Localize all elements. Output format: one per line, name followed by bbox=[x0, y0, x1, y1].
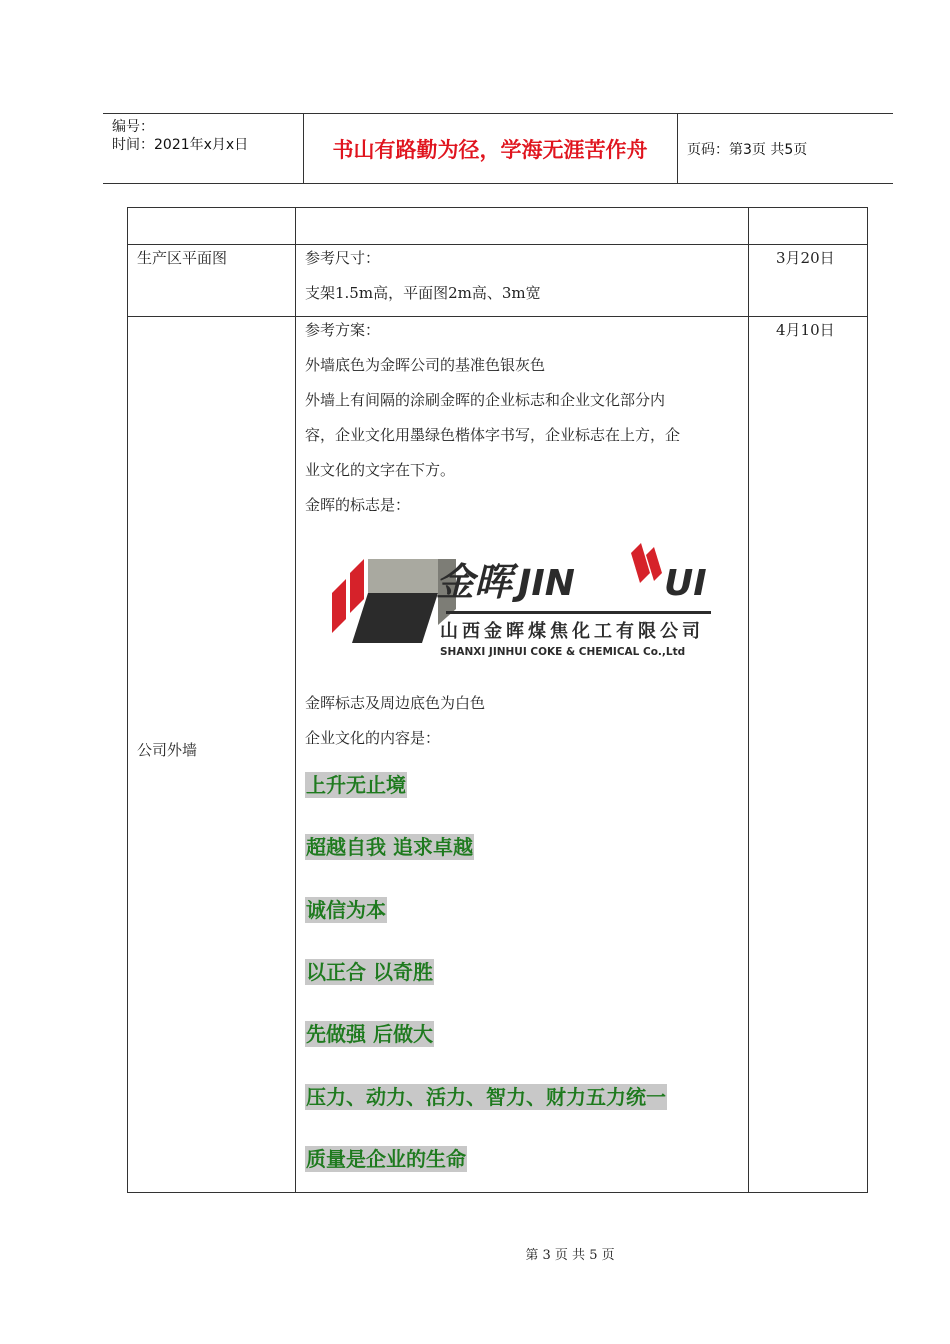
plan-table bbox=[127, 207, 868, 1193]
header-divider bbox=[677, 114, 678, 183]
row-date: 3月20日 bbox=[776, 249, 835, 267]
document-number-label: 编号： bbox=[112, 119, 154, 135]
row-line: 支架1.5m高，平面图2m高、3m宽 bbox=[305, 284, 541, 302]
jinhui-logo-graphic bbox=[328, 533, 718, 658]
culture-line: 超越自我 追求卓越 bbox=[306, 835, 473, 859]
logo-company-cn: 山西金晖煤焦化工有限公司 bbox=[440, 621, 704, 642]
culture-line: 质量是企业的生命 bbox=[306, 1147, 466, 1171]
logo-name-en: JIN bbox=[518, 563, 575, 604]
culture-line: 先做强 后做大 bbox=[306, 1022, 433, 1046]
row-line: 金晖标志及周边底色为白色 bbox=[305, 694, 486, 712]
row-line: 金晖的标志是： bbox=[305, 496, 411, 514]
culture-line: 诚信为本 bbox=[306, 898, 386, 922]
table-row-divider bbox=[128, 316, 867, 317]
row-line: 外墙底色为金晖公司的基准色银灰色 bbox=[305, 356, 546, 374]
row-date: 4月10日 bbox=[776, 321, 835, 339]
row-item: 公司外墙 bbox=[137, 741, 198, 759]
row-line: 参考方案： bbox=[305, 321, 381, 339]
table-row-divider bbox=[128, 244, 867, 245]
company-logo bbox=[328, 533, 718, 658]
row-line: 业文化的文字在下方。 bbox=[305, 461, 456, 479]
footer-page-number: 第 3 页 共 5 页 bbox=[525, 1248, 615, 1263]
table-col-divider bbox=[295, 208, 296, 1192]
header-page-info: 页码：第3页 共5页 bbox=[687, 141, 808, 158]
row-item: 生产区平面图 bbox=[137, 249, 228, 267]
page-header bbox=[103, 113, 893, 184]
culture-line: 以正合 以奇胜 bbox=[306, 960, 433, 984]
page-footer bbox=[0, 1244, 950, 1263]
row-line: 参考尺寸： bbox=[305, 249, 381, 267]
culture-line: 压力、动力、活力、智力、财力五力统一 bbox=[306, 1085, 666, 1109]
row-line: 容，企业文化用墨绿色楷体字书写，企业标志在上方，企 bbox=[305, 426, 681, 444]
header-meta bbox=[112, 118, 248, 154]
header-motto: 书山有路勤为径，学海无涯苦作舟 bbox=[332, 137, 648, 162]
table-col-divider bbox=[748, 208, 749, 1192]
logo-company-en: SHANXI JINHUI COKE & CHEMICAL Co.,Ltd bbox=[440, 646, 686, 658]
row-line: 外墙上有间隔的涂刷金晖的企业标志和企业文化部分内 bbox=[305, 391, 666, 409]
logo-name-en-tail: UI bbox=[664, 563, 707, 604]
row-line: 企业文化的内容是： bbox=[305, 729, 441, 747]
document-time-label: 时间：2021年x月x日 bbox=[112, 137, 249, 153]
logo-name-cn: 金晖 bbox=[436, 560, 513, 604]
culture-line: 上升无止境 bbox=[306, 773, 406, 797]
